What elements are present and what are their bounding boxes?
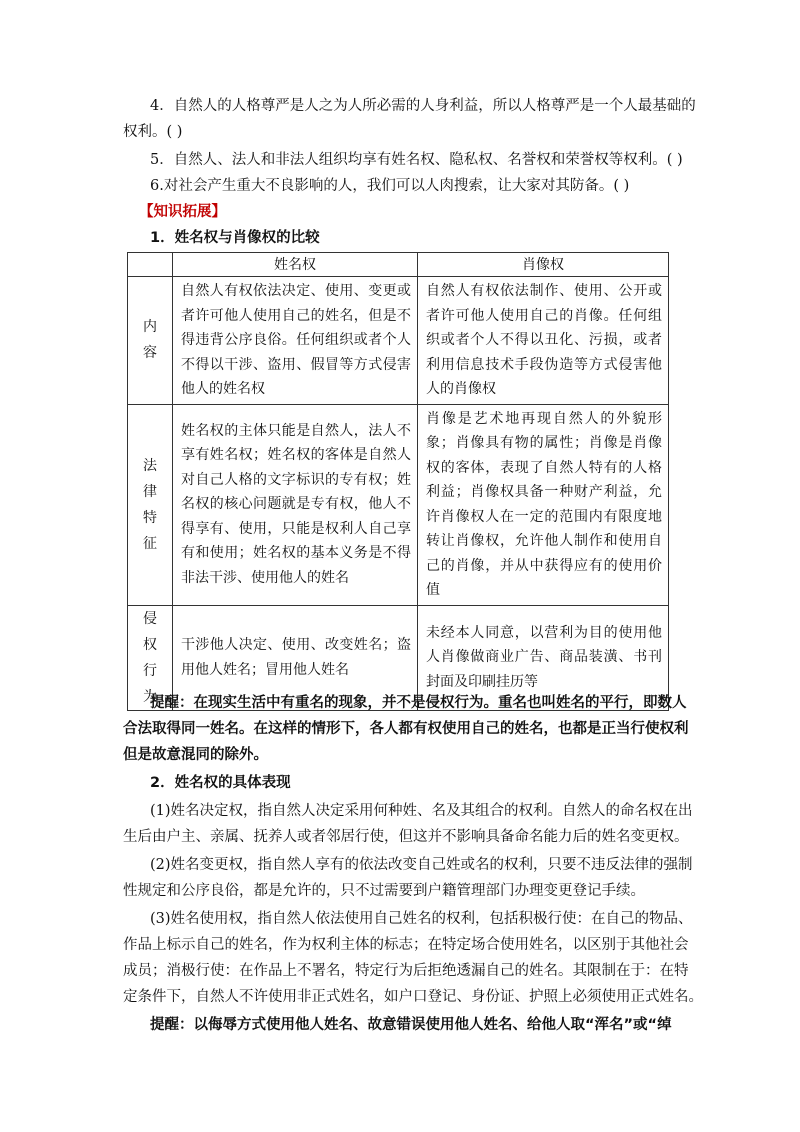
subsection-1-title: 1．姓名权与肖像权的比较 [150, 230, 320, 246]
table-corner-cell [128, 253, 173, 277]
remark-1-line1: 提醒：在现实生活中有重名的现象，并不是侵权行为。重名也叫姓名的平行，即数人 [150, 695, 687, 711]
cell-name-content: 自然人有权依法决定、使用、变更或者许可他人使用自己的姓名，但是不得违背公序良俗。任何组织或者个人不得以干涉、盗用、假冒等方式侵害他人的姓名权 [173, 277, 418, 405]
paragraph-1-line1: (1)姓名决定权，指自然人决定采用何种姓、名及其组合的权利。自然人的命名权在出 [150, 803, 693, 819]
header-name-right: 姓名权 [173, 253, 418, 277]
question-4-line2: 权利。( ) [123, 124, 183, 140]
paragraph-3-line4: 定条件下，自然人不许使用非正式姓名，如户口登记、身份证、护照上必须使用正式姓名。 [123, 989, 703, 1005]
paragraph-3-line2: 作品上标示自己的姓名，作为权利主体的标志；在特定场合使用姓名，以区别于其他社会 [123, 937, 689, 953]
question-6: 6.对社会产生重大不良影响的人，我们可以人肉搜索，让大家对其防备。( ) [150, 178, 630, 194]
remark-1-line2: 合法取得同一姓名。在这样的情形下，各人都有权使用自己的姓名，也都是正当行使权利 [123, 721, 689, 737]
remark-1-line3: 但是故意混同的除外。 [123, 747, 268, 763]
cell-name-legal-features: 姓名权的主体只能是自然人，法人不享有姓名权；姓名权的客体是自然人对自己人格的文字标识的专有权；姓名权的核心问题就是专有权，他人不得享有、使用，只能是权利人自己享有和使用；姓名权的基本义务是不得非法干涉、使用他人的姓名 [173, 404, 418, 605]
row-label-legal-features [128, 404, 173, 605]
table-row-legal-features [128, 404, 669, 605]
table-row-content [128, 277, 669, 405]
remark-2-line1: 提醒：以侮辱方式使用他人姓名、故意错误使用他人姓名、给他人取“浑名”或“绰 [150, 1017, 672, 1033]
cell-portrait-infringement: 未经本人同意，以营利为目的使用他人肖像做商业广告、商品装潢、书刊封面及印刷挂历等 [418, 605, 669, 710]
paragraph-2-line2: 性规定和公序良俗，都是允许的，只不过需要到户籍管理部门办理变更登记手续。 [123, 883, 645, 899]
header-portrait-right: 肖像权 [418, 253, 669, 277]
row-label-content [128, 277, 173, 405]
paragraph-3-line3: 成员；消极行使：在作品上不署名，特定行为后拒绝透漏自己的姓名。其限制在于：在特 [123, 963, 689, 979]
paragraph-3-line1: (3)姓名使用权，指自然人依法使用自己姓名的权利，包括积极行使：在自己的物品、 [150, 911, 693, 927]
table-header-row [128, 253, 669, 277]
cell-portrait-legal-features: 肖像是艺术地再现自然人的外貌形象；肖像具有物的属性；肖像是肖像权的客体，表现了自然人特有的人格利益；肖像权具备一种财产利益，允许肖像权人在一定的范围内有限度地转让肖像权，允许他人制作和使用自己的肖像，并从中获得应有的使用价值 [418, 404, 669, 605]
paragraph-1-line2: 生后由户主、亲属、抚养人或者邻居行使，但这并不影响具备命名能力后的姓名变更权。 [123, 829, 689, 845]
cell-portrait-content: 自然人有权依法制作、使用、公开或者许可他人使用自己的肖像。任何组织或者个人不得以丑化、污损，或者利用信息技术手段伪造等方式侵害他人的肖像权 [418, 277, 669, 405]
question-5: 5．自然人、法人和非法人组织均享有姓名权、隐私权、名誉权和荣誉权等权利。( ) [150, 152, 683, 168]
paragraph-2-line1: (2)姓名变更权，指自然人享有的依法改变自己姓或名的权利，只要不违反法律的强制 [150, 857, 693, 873]
question-4-line1: 4．自然人的人格尊严是人之为人所必需的人身利益，所以人格尊严是一个人最基础的 [150, 98, 696, 114]
section-title: 【知识拓展】 [139, 204, 226, 220]
comparison-table [127, 252, 669, 711]
row-label-text: 内容 [143, 319, 157, 362]
cell-name-infringement: 干涉他人决定、使用、改变姓名；盗用他人姓名；冒用他人姓名 [173, 605, 418, 710]
row-label-text: 法律特征 [143, 457, 157, 552]
row-label-text: 侵权行为 [143, 610, 157, 705]
subsection-2-title: 2．姓名权的具体表现 [150, 775, 291, 791]
